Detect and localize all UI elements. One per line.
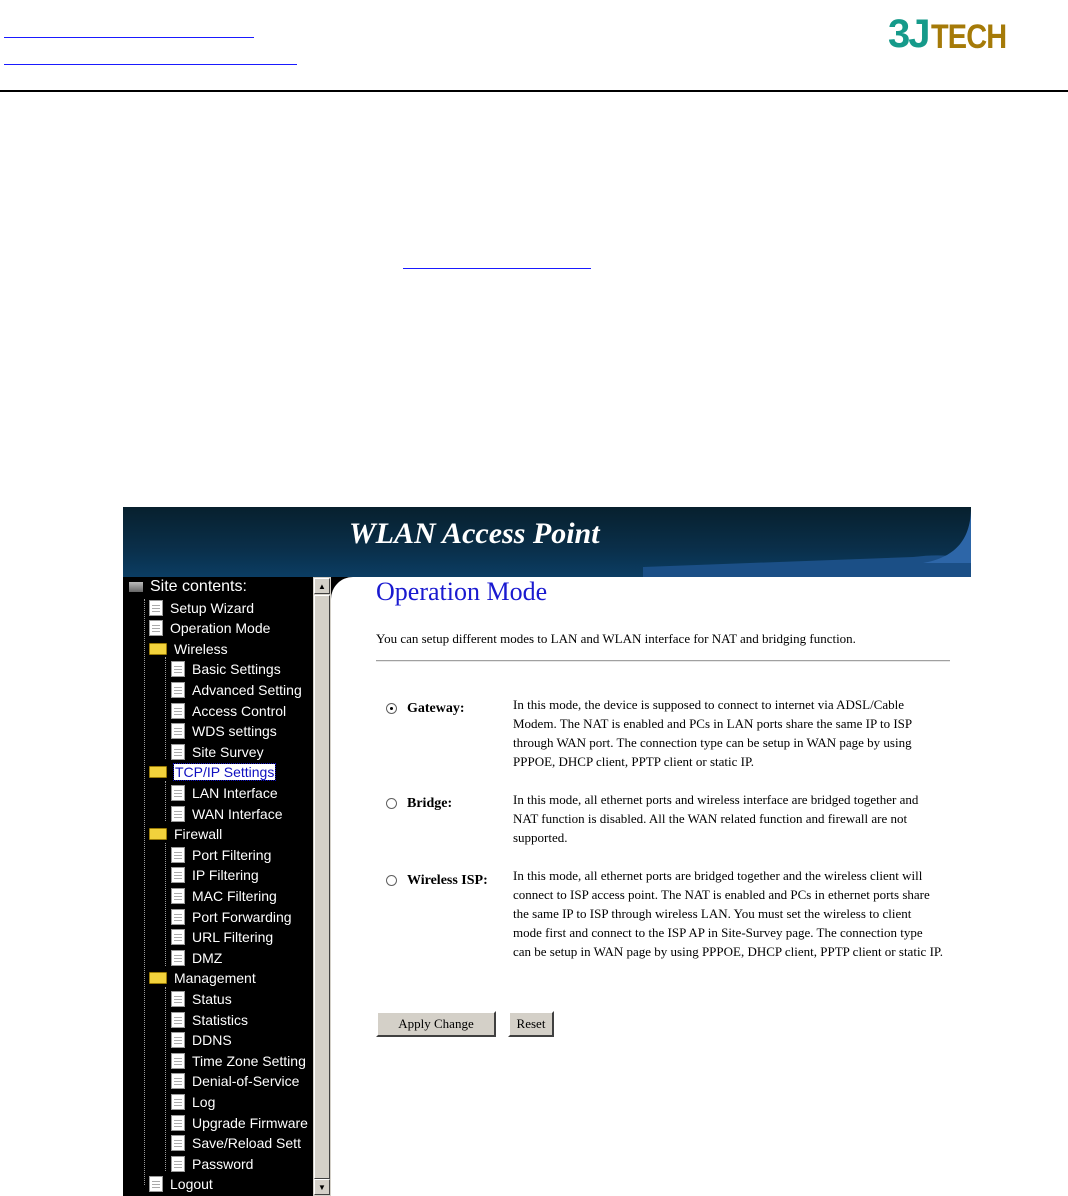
tree-line-management: [165, 987, 166, 1171]
sidebar-item-label: Firewall: [174, 826, 223, 843]
sidebar-item-save-reload-sett[interactable]: [171, 1133, 301, 1153]
sidebar-item-label: URL Filtering: [192, 929, 274, 946]
sidebar-item-statistics[interactable]: [171, 1010, 248, 1030]
document-icon: [171, 1053, 185, 1069]
sidebar-item-label: TCP/IP Settings: [175, 764, 275, 781]
reset-button[interactable]: Reset: [508, 1011, 554, 1037]
sidebar-item-label: MAC Filtering: [192, 888, 277, 904]
sidebar-item-label: Port Forwarding: [192, 908, 292, 925]
document-icon: [171, 1156, 185, 1172]
header-link-1[interactable]: [4, 37, 254, 38]
sidebar-item-wan-interface[interactable]: [171, 804, 283, 824]
apply-change-button[interactable]: Apply Change: [376, 1011, 496, 1037]
sidebar-item-basic-settings[interactable]: [171, 659, 281, 679]
wireless-isp-radio[interactable]: [386, 875, 397, 886]
gateway-radio[interactable]: [386, 703, 397, 714]
intro-text: You can setup different modes to LAN and WLAN interface for NAT and bridging function.: [376, 631, 856, 646]
sidebar-scrollbar[interactable]: [313, 577, 331, 1196]
sidebar-item-label: Save/Reload Sett: [192, 1135, 301, 1152]
gateway-label: Gateway:: [407, 701, 465, 716]
sidebar-item-site-survey[interactable]: [171, 742, 264, 762]
logo-word: TECH: [930, 18, 1006, 56]
sidebar-item-label: LAN Interface: [192, 785, 278, 801]
sidebar-item-port-forwarding[interactable]: [171, 907, 292, 927]
document-icon: [171, 723, 185, 739]
folder-icon: [149, 643, 167, 655]
document-icon: [171, 888, 185, 904]
header-link-2[interactable]: [4, 64, 297, 65]
document-icon: [171, 661, 185, 677]
sidebar-item-label: DMZ: [192, 949, 223, 966]
sidebar-item-label: Setup Wizard: [170, 599, 255, 616]
sidebar-item-management[interactable]: [149, 968, 256, 988]
folder-icon: [149, 766, 167, 778]
content-divider: [376, 660, 950, 662]
sidebar-item-ip-filtering[interactable]: [171, 865, 259, 885]
document-icon: [171, 1115, 185, 1131]
folder-icon: [149, 828, 167, 840]
document-icon: [171, 744, 185, 760]
sidebar-item-ddns[interactable]: [171, 1030, 232, 1050]
document-icon: [171, 929, 185, 945]
sidebar-item-wireless[interactable]: [149, 639, 228, 659]
document-icon: [171, 867, 185, 883]
sidebar-item-label: Basic Settings: [192, 661, 281, 678]
document-icon: [171, 1135, 185, 1151]
main-content: [331, 577, 971, 1196]
document-icon: [149, 600, 163, 616]
sidebar-item-password[interactable]: [171, 1154, 253, 1174]
sidebar-item-label: WAN Interface: [192, 805, 283, 822]
sidebar-item-setup-wizard[interactable]: [149, 598, 254, 618]
document-icon: [171, 703, 185, 719]
bridge-radio[interactable]: [386, 798, 397, 809]
document-icon: [171, 909, 185, 925]
page-title: Operation Mode: [376, 577, 548, 606]
document-icon: [171, 1032, 185, 1048]
sidebar-item-label: Access Control: [192, 702, 287, 719]
document-icon: [171, 806, 185, 822]
document-icon: [171, 847, 185, 863]
sidebar-item-label: IP Filtering: [192, 867, 259, 884]
document-icon: [171, 991, 185, 1007]
sidebar-item-status[interactable]: [171, 989, 232, 1009]
sidebar-item-dmz[interactable]: [171, 948, 222, 968]
sidebar-item-access-control[interactable]: [171, 701, 286, 721]
sidebar-item-mac-filtering[interactable]: [171, 886, 277, 906]
tree-line-root: [144, 599, 145, 1185]
document-icon: [171, 785, 185, 801]
sidebar-item-label: Log: [192, 1094, 216, 1110]
sidebar-item-advanced-setting[interactable]: [171, 680, 302, 700]
network-icon: [129, 582, 143, 592]
sidebar-item-log[interactable]: [171, 1092, 215, 1112]
sidebar-item-label: WDS settings: [192, 723, 277, 740]
sidebar-item-label: Wireless: [174, 640, 228, 657]
document-icon: [171, 682, 185, 698]
sidebar-item-firewall[interactable]: [149, 824, 222, 844]
bridge-description: In this mode, all ethernet ports and wireless interface are bridged together and NAT function is disabled. All the WAN related function and firewall are not supported.: [513, 792, 919, 845]
wireless-isp-description: In this mode, all ethernet ports are bridged together and the wireless client will connect to ISP access point. The NAT is enabled and PCs in ethernet ports share the same IP to ISP through wireless LAN. You must set the wireless to client mode first and connect to the ISP AP in Site-Survey page. The connection type can be setup in WAN page by using PPPOE, DHCP client, PPTP client or static IP.: [513, 868, 943, 959]
sidebar-item-label: Time Zone Setting: [192, 1052, 306, 1069]
sidebar-item-site-contents: [129, 577, 247, 597]
sidebar-item-label: Management: [174, 970, 256, 987]
site-contents-tree: [123, 577, 313, 1196]
document-icon: [171, 1094, 185, 1110]
tree-line-firewall: [165, 843, 166, 966]
document-icon: [171, 950, 185, 966]
document-icon: [171, 1012, 185, 1028]
scroll-thumb[interactable]: [314, 595, 330, 1179]
sidebar-item-lan-interface[interactable]: [171, 783, 278, 803]
banner: [123, 507, 971, 577]
sidebar-item-label: Statistics: [192, 1011, 249, 1028]
folder-icon: [149, 972, 167, 984]
sidebar-item-label: Operation Mode: [170, 620, 271, 637]
sidebar-item-label: Advanced Setting: [192, 682, 302, 698]
sidebar-item-label: Logout: [170, 1176, 213, 1193]
document-icon: [171, 1073, 185, 1089]
document-icon: [149, 1176, 163, 1192]
sidebar-item-logout[interactable]: [149, 1174, 213, 1194]
sidebar-item-time-zone-setting[interactable]: [171, 1051, 306, 1071]
document-icon: [149, 620, 163, 636]
banner-title: WLAN Access Point: [349, 517, 600, 550]
sidebar-item-label: DDNS: [192, 1032, 232, 1049]
sidebar-item-label: Site contents:: [150, 578, 247, 595]
sidebar-item-denial-of-service[interactable]: [171, 1071, 299, 1091]
sidebar-item-tcp-ip-settings[interactable]: [149, 762, 275, 782]
bridge-label: Bridge:: [407, 796, 453, 811]
scroll-down-button[interactable]: ▼: [314, 1179, 330, 1195]
header-divider: [0, 90, 1068, 92]
sidebar-item-label: Site Survey: [192, 743, 264, 760]
sidebar-item-label: Upgrade Firmware: [192, 1114, 308, 1131]
scroll-up-button[interactable]: ▲: [314, 578, 330, 594]
gateway-description: In this mode, the device is supposed to connect to internet via ADSL/Cable Modem. The NAT is enabled and PCs in LAN ports share the same IP to ISP through WAN port. The connection type can be setup in WAN page by using PPPOE, DHCP client, PPTP client or static IP.: [513, 697, 912, 769]
sidebar-item-label: Port Filtering: [192, 846, 272, 863]
sidebar-item-port-filtering[interactable]: [171, 845, 271, 865]
sidebar-item-upgrade-firmware[interactable]: [171, 1113, 308, 1133]
wireless-isp-label: Wireless ISP:: [407, 873, 488, 888]
company-logo: [888, 2, 1019, 54]
router-screenshot: [123, 507, 971, 1196]
document-link[interactable]: [403, 268, 591, 269]
sidebar-item-label: Status: [192, 991, 232, 1007]
sidebar-item-operation-mode[interactable]: [149, 618, 270, 638]
sidebar-item-label: Denial-of-Service: [192, 1073, 300, 1090]
logo-number: 3J: [888, 12, 929, 56]
sidebar-item-url-filtering[interactable]: [171, 927, 273, 947]
sidebar-item-label: Password: [192, 1155, 254, 1172]
tree-line-wireless: [165, 657, 166, 759]
tree-line-tcpip: [165, 781, 166, 821]
sidebar-item-wds-settings[interactable]: [171, 721, 277, 741]
